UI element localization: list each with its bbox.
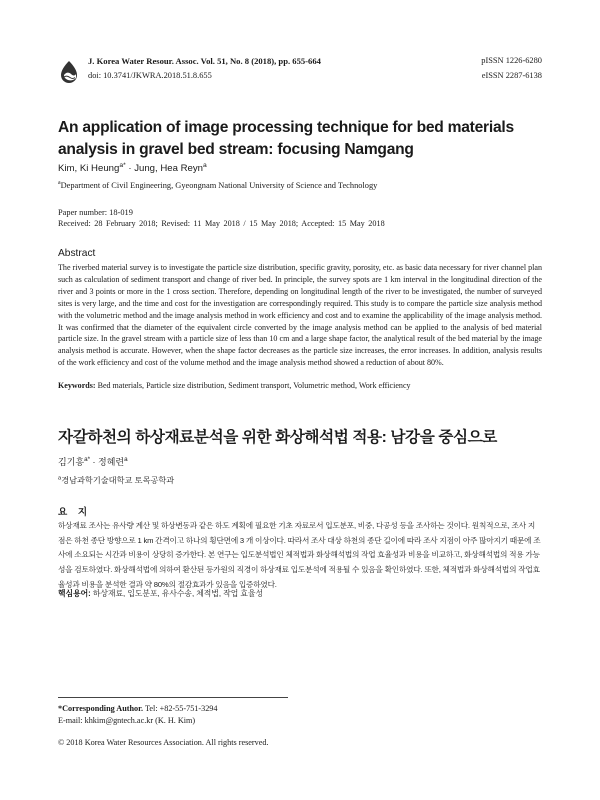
author-separator-ko: · (90, 457, 99, 467)
submission-dates: Received: 28 February 2018; Revised: 11 May 2018 / 15 May 2018; Accepted: 15 May 2018 (58, 219, 385, 228)
footnote-divider (58, 697, 288, 698)
english-affiliation (58, 181, 377, 190)
author-1-mark-ko: a* (84, 456, 91, 463)
korean-summary-heading: 요 지 (58, 507, 92, 518)
keywords-label: Keywords: (58, 381, 96, 390)
korean-authors (58, 455, 128, 468)
author-2-name: Jung, Hea Reyn (134, 163, 204, 174)
electronic-issn: eISSN 2287-6138 (481, 71, 542, 80)
journal-citation: J. Korea Water Resour. Assoc. Vol. 51, No. 8 (2018), pp. 655-664 (88, 56, 321, 66)
keywords-list: Bed materials, Particle size distribution, Sediment transport, Volumetric method, Work efficiency (95, 381, 411, 390)
korean-keywords (58, 588, 542, 599)
author-2-mark-ko: a (124, 456, 128, 463)
corresponding-label: *Corresponding Author. (58, 704, 144, 713)
copyright-notice: © 2018 Korea Water Resources Association. All rights reserved. (58, 738, 269, 747)
author-1-name: Kim, Ki Heung (58, 163, 120, 174)
korean-affiliation (58, 475, 174, 486)
corresponding-email[interactable]: E-mail: khkim@gntech.ac.kr (K. H. Kim) (58, 716, 196, 725)
english-keywords (58, 380, 542, 391)
author-2-name-ko: 정혜련 (98, 457, 125, 467)
journal-logo-icon (58, 60, 80, 84)
korean-keywords-label: 핵심용어: (58, 589, 91, 598)
affiliation-text: Department of Civil Engineering, Gyeongnam National University of Science and Technology (60, 181, 378, 190)
affiliation-mark-ko: a (58, 475, 62, 482)
korean-keywords-list: 하상재료, 입도분포, 유사수송, 체적법, 작업 효율성 (90, 589, 264, 598)
author-1-name-ko: 김기흥 (58, 457, 85, 467)
corresponding-author (58, 704, 217, 713)
doi-link[interactable]: doi: 10.3741/JKWRA.2018.51.8.655 (88, 71, 212, 80)
affiliation-text-ko: 경남과학기술대학교 토목공학과 (61, 476, 175, 485)
abstract-heading: Abstract (58, 248, 96, 259)
print-issn: pISSN 1226-6280 (481, 56, 542, 65)
abstract-body: The riverbed material survey is to investigate the particle size distribution, specific gravity, porosity, etc. as basic data necessary for river channel plan such as calculation of sediment transport and change of river bed. In principle, the survey spots are 1 km interval in the longitudinal direction of the river and 3 points or more in the 1 cross section. Therefore, depending on longitudinal length of the river to be investigated, the number of surveyed sites is very large, and the time and cost for the investigation are correspondingly required. This study is to compare the particle size analysis method with the volumetric method and the image analysis method in work efficiency and cost and to examine the applicability of the image analysis method. It was confirmed that the diameter of the equivalent circle converted by the image analysis method can be applied to the analysis of bed material particle size. In the gravel stream with a particle size of less than 10 cm and a large shape factor, the analytical result of the bed material by the image analysis method is accurate. However, when the shape factor decreases as the particle size increases, the error increases. In addition, analysis results of the work efficiency and cost of the volume method and the image analysis method showed a reduction of about 80%. (58, 263, 542, 368)
english-authors (58, 163, 207, 174)
author-separator: · (125, 163, 135, 174)
author-1-mark: a* (119, 161, 126, 169)
korean-summary-body: 하상재료 조사는 유사량 계산 및 하상변동과 같은 하도 계획에 필요한 기초 자료로서 입도분포, 비중, 다공성 등을 조사하는 것이다. 원칙적으로, 조사 지점은 하천 종단 방향으로 1 km 간격이고 하나의 횡단면에 3 개 이상이다. 따라서 조사 대상 하천의 종단 길이에 따라 조사 지점이 아주 많아지기 때문에 조사에 소요되는 시간과 비용이 상당히 증가한다. 본 연구는 입도분석법인 체적법과 화상해석법의 작업 효율성과 비용을 비교하고, 화상해석법의 적용 가능성을 검토하였다. 화상해석법에 의하여 환산된 등가원의 직경이 하상재료 입도분석에 적용될 수 있음을 확인하였다. 또한, 체적법과 화상해석법의 작업효율성과 비용을 분석한 결과 약 80%의 절감효과가 있음을 입증하였다. (58, 521, 541, 589)
english-title: An application of image processing technique for bed materials analysis in gravel bed stream: focusing Namgang (58, 119, 514, 158)
author-2-mark: a (203, 161, 207, 169)
corresponding-tel: Tel: +82-55-751-3294 (143, 704, 218, 713)
korean-title: 자갈하천의 하상재료분석을 위한 화상해석법 적용: 남강을 중심으로 (58, 429, 497, 446)
paper-number: Paper number: 18-019 (58, 208, 133, 217)
affiliation-mark: a (58, 180, 61, 187)
